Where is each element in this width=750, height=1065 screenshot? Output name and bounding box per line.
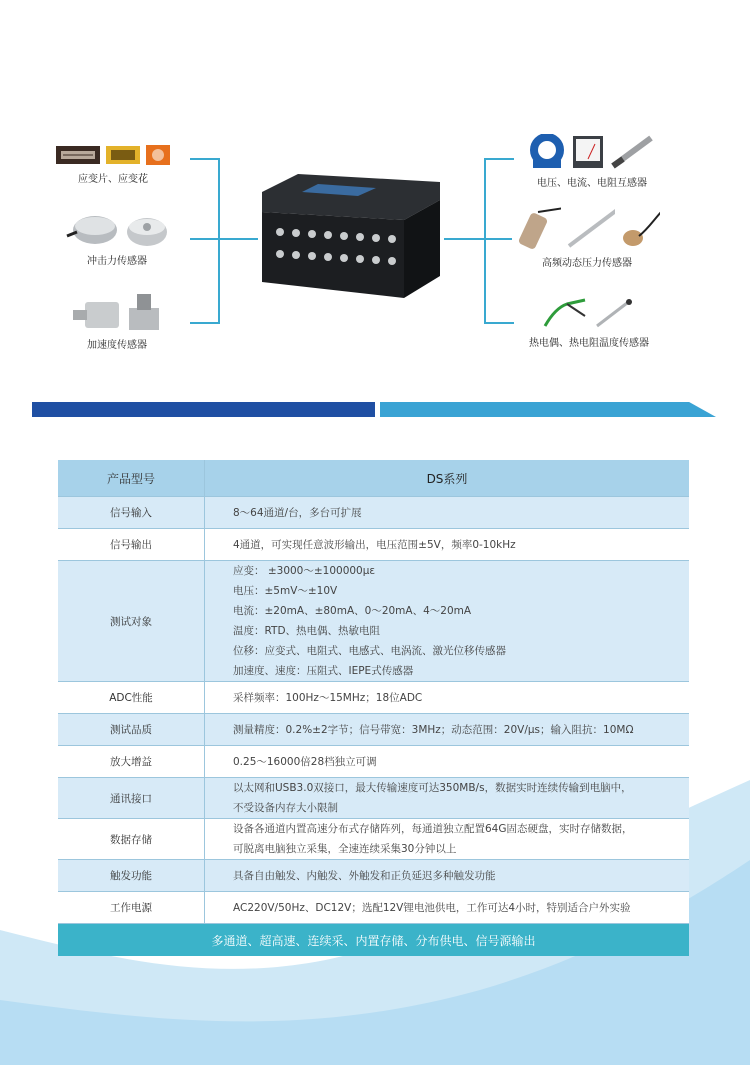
sensor-label: 高频动态压力传感器 bbox=[542, 258, 632, 269]
accelerometer-icon bbox=[71, 296, 121, 332]
row-value: 采样频率：100Hz～15MHz；18位ADC bbox=[205, 682, 690, 714]
row-value: AC220V/50Hz、DC12V；选配12V锂电池供电，工作可达4小时，特别适合户外实验 bbox=[205, 892, 690, 924]
header-series: DS系列 bbox=[205, 460, 690, 497]
strain-flower-icon bbox=[145, 144, 171, 166]
sensor-label: 热电偶、热电阻温度传感器 bbox=[529, 338, 649, 349]
sensor-label: 应变片、应变花 bbox=[78, 174, 148, 185]
meter-icon bbox=[571, 134, 605, 170]
table-row bbox=[58, 778, 689, 819]
sensor-group-pressure bbox=[514, 206, 660, 269]
row-value: 设备各通道内置高速分布式存储阵列，每通道独立配置64G固态硬盘，实时存储数据， 可脱离电脑独立采集，全速连续采集30分钟以上 bbox=[205, 819, 690, 860]
row-value: 0.25～16000倍28档独立可调 bbox=[205, 746, 690, 778]
impact-force-sensor-icon bbox=[65, 212, 121, 248]
banner-bar-light bbox=[380, 402, 716, 417]
footer-features: 多通道、超高速、连续采、内置存储、分布供电、信号源输出 bbox=[58, 924, 689, 957]
row-value: 具备自由触发、内触发、外触发和正负延迟多种触发功能 bbox=[205, 860, 690, 892]
spec-table bbox=[58, 460, 689, 956]
row-name: 测试品质 bbox=[58, 714, 205, 746]
row-name: 信号输出 bbox=[58, 529, 205, 561]
pressure-sensor-icon bbox=[514, 206, 561, 250]
sensor-label: 冲击力传感器 bbox=[87, 256, 147, 267]
row-name: 通讯接口 bbox=[58, 778, 205, 819]
sensor-group-strain bbox=[48, 144, 178, 185]
banner-bar-dark bbox=[32, 402, 375, 417]
table-row bbox=[58, 746, 689, 778]
sensor-group-accelerometer bbox=[62, 292, 172, 351]
row-name: ADC性能 bbox=[58, 682, 205, 714]
accelerometer-icon bbox=[125, 292, 163, 332]
table-row bbox=[58, 497, 689, 529]
row-value: 应变： ±3000～±100000με 电压：±5mV～±10V 电流：±20mA、±80mA、0～20mA、4～20mA 温度：RTD、热电偶、热敏电阻 位移：应变式、电阻式、电感式、电涡流、激光位移传感器 加速度、速度：压阻式、IEPE式传感器 bbox=[205, 561, 690, 682]
table-row bbox=[58, 860, 689, 892]
row-value: 测量精度：0.2%±2字节；信号带宽：3MHz；动态范围：20V/μs；输入阻抗：10MΩ bbox=[205, 714, 690, 746]
table-row bbox=[58, 892, 689, 924]
row-name: 测试对象 bbox=[58, 561, 205, 682]
sensor-group-impact bbox=[58, 212, 176, 267]
strain-gauge-icon bbox=[55, 144, 101, 166]
row-name: 触发功能 bbox=[58, 860, 205, 892]
current-clamp-icon bbox=[529, 134, 567, 170]
table-row bbox=[58, 682, 689, 714]
pressure-button-icon bbox=[619, 206, 660, 250]
row-value: 以太网和USB3.0双接口，最大传输速度可达350MB/s，数据实时连续传输到电脑中， 不受设备内存大小限制 bbox=[205, 778, 690, 819]
sensor-label: 加速度传感器 bbox=[87, 340, 147, 351]
table-row bbox=[58, 714, 689, 746]
row-name: 数据存储 bbox=[58, 819, 205, 860]
connector-right-device bbox=[444, 238, 484, 240]
sensor-group-transformer bbox=[522, 134, 662, 189]
rtd-probe-icon bbox=[593, 296, 637, 330]
voltage-probe-icon bbox=[609, 134, 655, 170]
connector-left-mid bbox=[190, 238, 218, 240]
pressure-probe-icon bbox=[565, 206, 615, 250]
connector-left-device bbox=[218, 238, 258, 240]
sensor-label: 电压、电流、电阻互感器 bbox=[537, 178, 647, 189]
load-cell-icon bbox=[125, 212, 169, 248]
row-name: 放大增益 bbox=[58, 746, 205, 778]
table-row bbox=[58, 561, 689, 682]
table-footer bbox=[58, 924, 689, 957]
data-acquisition-device-icon bbox=[258, 170, 444, 302]
connector-left bbox=[190, 158, 220, 324]
row-name: 信号输入 bbox=[58, 497, 205, 529]
thermocouple-icon bbox=[541, 296, 589, 330]
row-name: 工作电源 bbox=[58, 892, 205, 924]
row-value: 4通道，可实现任意波形输出，电压范围±5V，频率0-10kHz bbox=[205, 529, 690, 561]
sensor-group-temperature bbox=[524, 296, 654, 349]
table-row bbox=[58, 819, 689, 860]
table-row bbox=[58, 529, 689, 561]
connector-right bbox=[484, 158, 514, 324]
header-model: 产品型号 bbox=[58, 460, 205, 497]
strain-rosette-icon bbox=[105, 144, 141, 166]
connector-right-mid bbox=[484, 238, 512, 240]
row-value: 8～64通道/台，多台可扩展 bbox=[205, 497, 690, 529]
table-header bbox=[58, 460, 689, 497]
